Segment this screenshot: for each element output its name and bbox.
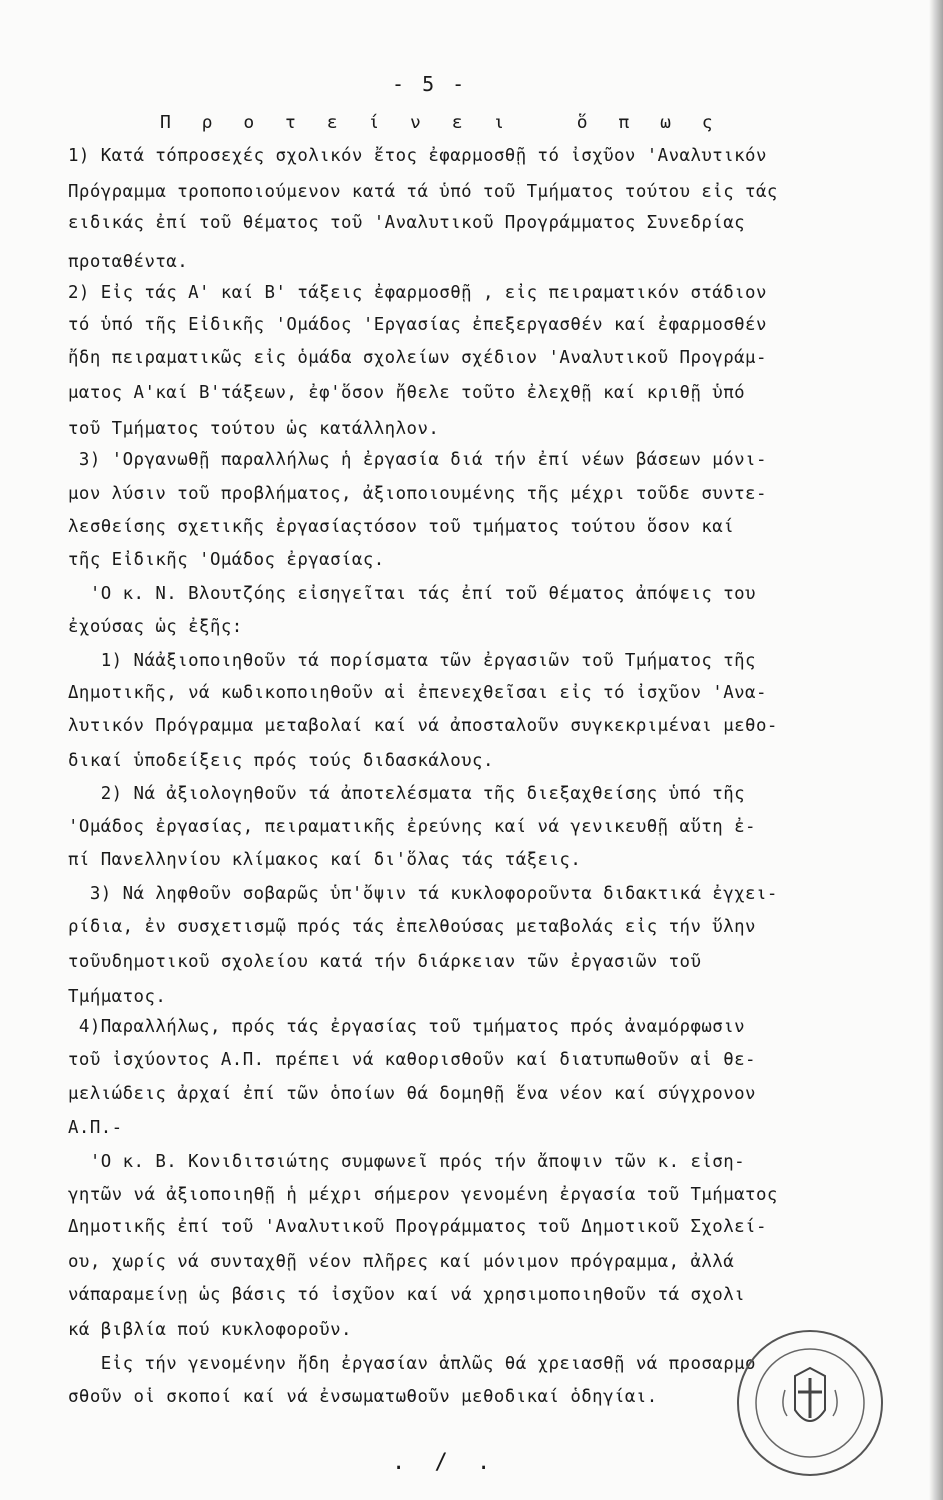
text-line: προταθέντα. [68,252,189,272]
text-line: τό ὑπό τῆς Εἰδικῆς 'Ομάδος 'Εργασίας ἐπεξεργασθέν καί ἐφαρμοσθέν [68,315,767,335]
text-line: τῆς Εἰδικῆς 'Ομάδος ἐργασίας. [68,550,385,570]
page-number: - 5 - [392,72,468,96]
text-line: 2) Εἰς τάς Α' καί Β' τάξεις ἐφαρμοσθῇ , εἰς πειραματικόν στάδιον [68,283,767,303]
text-line: μελιώδεις ἀρχαί ἐπί τῶν ὁποίων θά δομηθῇ ἕνα νέον καί σύγχρονον [68,1084,756,1104]
continuation-mark: . / . [392,1450,499,1475]
text-line: κά βιβλία πού κυκλοφοροῦν. [68,1320,352,1340]
text-line: σθοῦν οἱ σκοποί καί νά ἐνσωματωθοῦν μεθοδικαί ὁδηγίαι. [68,1387,658,1407]
text-line: 3) 'Οργανωθῇ παραλλήλως ἡ ἐργασία διά τήν ἐπί νέων βάσεων μόνι- [68,450,767,470]
text-line: ειδικάς ἐπί τοῦ θέματος τοῦ 'Αναλυτικοῦ Προγράμματος Συνεδρίας [68,213,746,233]
text-line: τοῦυδημοτικοῦ σχολείου κατά τήν διάρκειαν τῶν ἐργασιῶν τοῦ [68,952,702,972]
text-line: λυτικόν Πρόγραμμα μεταβολαί καί νά ἀποσταλοῦν συγκεκριμέναι μεθο- [68,716,778,736]
text-line: 'Ο κ. Β. Κονιδιτσιώτης συμφωνεῖ πρός τήν ἄποψιν τῶν κ. εἰση- [68,1152,746,1172]
text-line: 4)Παραλλήλως, πρός τάς ἐργασίας τοῦ τμήματος πρός ἀναμόρφωσιν [68,1017,746,1037]
text-line: 'Ο κ. Ν. Βλουτζόης εἰσηγεῖται τάς ἐπί τοῦ θέματος ἀπόψεις του [68,584,756,604]
text-line: μον λύσιν τοῦ προβλήματος, ἀξιοποιουμένης τῆς μέχρι τοῦδε συντε- [68,484,767,504]
text-line: 1) Κατά τόπροσεχές σχολικόν ἔτος ἐφαρμοσθῇ τό ἰσχῦον 'Αναλυτικόν [68,146,767,166]
section-heading: Π ρ ο τ ε ί ν ε ι ὅ π ω ς [160,112,723,133]
text-line: 3) Νά ληφθοῦν σοβαρῶς ὑπ'ὄψιν τά κυκλοφοροῦντα διδακτικά ἐγχει- [68,884,778,904]
text-line: λεσθείσης σχετικῆς ἐργασίαςτόσον τοῦ τμήματος τούτου ὅσον καί [68,517,735,537]
text-line: ἤδη πειραματικῶς εἰς ὁμάδα σχολείων σχέδιον 'Αναλυτικοῦ Προγράμ- [68,348,767,368]
text-line: ου, χωρίς νά συνταχθῇ νέον πλῆρες καί μόνιμον πρόγραμμα, ἀλλά [68,1252,735,1272]
page-edge-shadow [929,0,943,1500]
text-line: γητῶν νά ἀξιοποιηθῇ ἡ μέχρι σήμερον γενομένη ἐργασία τοῦ Τμήματος [68,1185,778,1205]
text-line: Τμήματος. [68,987,167,1007]
official-seal [735,1328,885,1478]
text-line: τοῦ Τμήματος τούτου ὡς κατάλληλον. [68,419,440,439]
text-line: νάπαραμείνῃ ὡς βάσις τό ἰσχῦον καί νά χρησιμοποιηθοῦν τά σχολι [68,1285,746,1305]
text-line: ματος Α'καί Β'τάξεων, ἐφ'ὅσον ἤθελε τοῦτο ἐλεχθῇ καί κριθῇ ὑπό [68,383,746,403]
text-line: 1) Νάἀξιοποιηθοῦν τά πορίσματα τῶν ἐργασιῶν τοῦ Τμήματος τῆς [68,651,756,671]
text-line: δικαί ὑποδείξεις πρός τούς διδασκάλους. [68,751,494,771]
text-line: 2) Νά ἀξιολογηθοῦν τά ἀποτελέσματα τῆς διεξαχθείσης ὑπό τῆς [68,784,746,804]
text-line: 'Ομάδος ἐργασίας, πειραματικῆς ἐρεύνης καί νά γενικευθῇ αὕτη ἐ- [68,817,756,837]
text-line: Α.Π.- [68,1118,123,1138]
text-line: Πρόγραμμα τροποποιούμενον κατά τά ὑπό τοῦ Τμήματος τούτου εἰς τάς [68,182,778,202]
text-line: Δημοτικῆς, νά κωδικοποιηθοῦν αἱ ἐπενεχθεῖσαι εἰς τό ἰσχῦον 'Ανα- [68,683,767,703]
text-line: Εἰς τήν γενομένην ἤδη ἐργασίαν ἁπλῶς θά χρειασθῇ νά προσαρμο [68,1354,756,1374]
text-line: ρίδια, ἐν συσχετισμῷ πρός τάς ἐπελθούσας μεταβολάς εἰς τήν ὕλην [68,917,756,937]
text-line: πί Πανελληνίου κλίμακος καί δι'ὅλας τάς τάξεις. [68,850,582,870]
text-line: Δημοτικῆς ἐπί τοῦ 'Αναλυτικοῦ Προγράμματος τοῦ Δημοτικοῦ Σχολεί- [68,1217,767,1237]
text-line: ἐχούσας ὡς ἐξῆς: [68,617,243,637]
text-line: τοῦ ἰσχύοντος Α.Π. πρέπει νά καθορισθοῦν καί διατυπωθοῦν αἱ θε- [68,1050,756,1070]
